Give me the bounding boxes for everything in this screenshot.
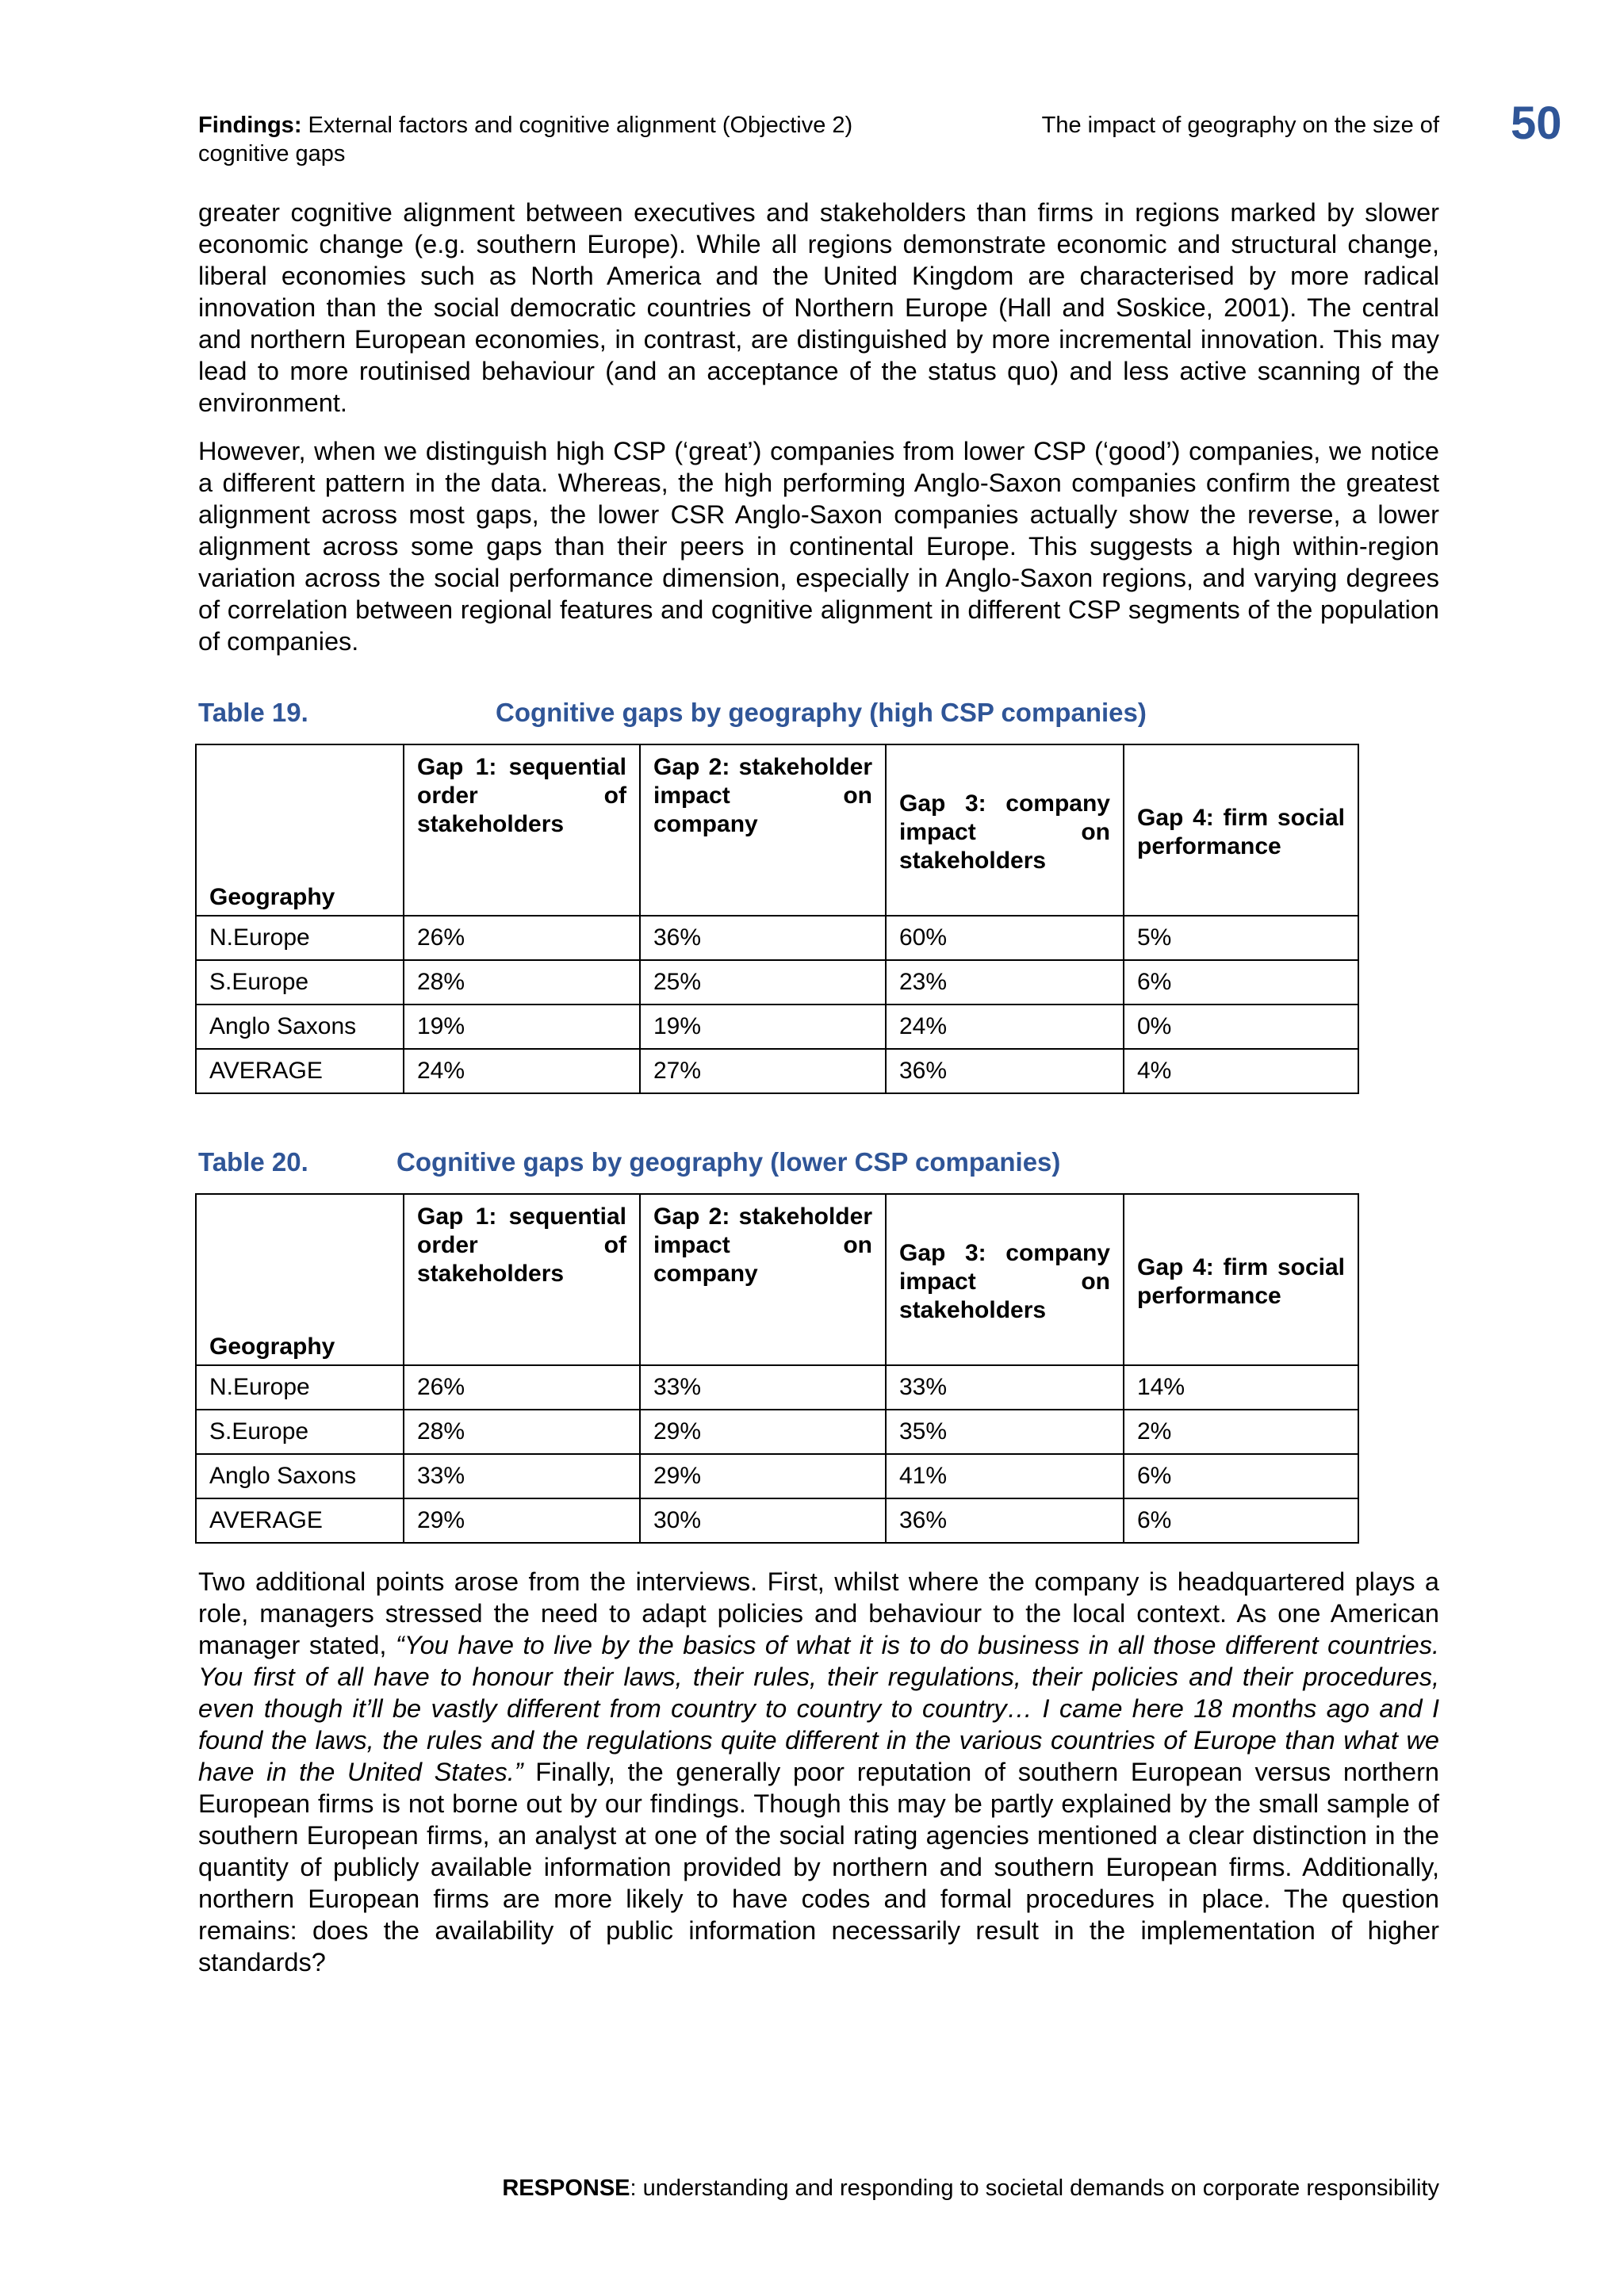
- table-cell: AVERAGE: [196, 1049, 404, 1093]
- column-header-gap-4: [1124, 1194, 1358, 1365]
- table-20-title: Cognitive gaps by geography (lower CSP companies): [396, 1147, 1061, 1177]
- header-section-continued: cognitive gaps: [198, 141, 346, 166]
- table-cell: 6%: [1124, 1454, 1358, 1498]
- footer-text: : understanding and responding to societal demands on corporate responsibility: [630, 2175, 1439, 2201]
- column-header-geography: Geography: [196, 744, 404, 916]
- table-cell: 25%: [640, 960, 886, 1004]
- column-header-gap-3: [886, 744, 1124, 916]
- table-cell: 60%: [886, 916, 1124, 960]
- table-cell: 28%: [404, 1410, 640, 1454]
- table-cell: S.Europe: [196, 960, 404, 1004]
- table-cell: 14%: [1124, 1365, 1358, 1410]
- table-cell: 5%: [1124, 916, 1358, 960]
- table-cell: 36%: [886, 1498, 1124, 1543]
- table-cell: 28%: [404, 960, 640, 1004]
- header-section-label: Findings:: [198, 113, 302, 138]
- column-header-gap-4-text: Gap 4: firm social performance: [1137, 805, 1345, 859]
- column-header-gap-2-text: Gap 2: stakeholder impact on company: [653, 754, 872, 837]
- table-cell: S.Europe: [196, 1410, 404, 1454]
- table-cell: 0%: [1124, 1004, 1358, 1049]
- running-footer: [198, 2175, 1439, 2202]
- table-row: [196, 1498, 1358, 1543]
- table-cell: N.Europe: [196, 1365, 404, 1410]
- column-header-geography: Geography: [196, 1194, 404, 1365]
- table-header-row: [196, 744, 1358, 916]
- table-row: [196, 1454, 1358, 1498]
- column-header-gap-3: [886, 1194, 1124, 1365]
- table-cell: 33%: [886, 1365, 1124, 1410]
- table-cell: 19%: [404, 1004, 640, 1049]
- table-19-label: Table 19.: [198, 698, 308, 727]
- column-header-gap-1: [404, 1194, 640, 1365]
- table-cell: 33%: [404, 1454, 640, 1498]
- table-cell: AVERAGE: [196, 1498, 404, 1543]
- table-cell: 30%: [640, 1498, 886, 1543]
- column-header-gap-1-text: Gap 1: sequential order of stakeholders: [417, 754, 626, 837]
- table-cell: 24%: [886, 1004, 1124, 1049]
- column-header-gap-1-text: Gap 1: sequential order of stakeholders: [417, 1203, 626, 1287]
- table-cell: 29%: [404, 1498, 640, 1543]
- table-cell: 19%: [640, 1004, 886, 1049]
- table-cell: 6%: [1124, 1498, 1358, 1543]
- column-header-gap-1: [404, 744, 640, 916]
- table-cell: 24%: [404, 1049, 640, 1093]
- table-cell: 26%: [404, 916, 640, 960]
- table-cell: 29%: [640, 1410, 886, 1454]
- table-cell: 23%: [886, 960, 1124, 1004]
- table-row: [196, 1410, 1358, 1454]
- column-header-gap-3-text: Gap 3: company impact on stakeholders: [899, 790, 1110, 874]
- table-20-label: Table 20.: [198, 1147, 308, 1177]
- table-cell: 33%: [640, 1365, 886, 1410]
- table-cell: 36%: [886, 1049, 1124, 1093]
- table-19: [195, 744, 1359, 1094]
- table-row: [196, 916, 1358, 960]
- column-header-gap-2: [640, 1194, 886, 1365]
- table-20: [195, 1193, 1359, 1544]
- header-right-title: The impact of geography on the size of: [1041, 113, 1439, 138]
- table-cell: 29%: [640, 1454, 886, 1498]
- table-cell: N.Europe: [196, 916, 404, 960]
- table-row: [196, 1004, 1358, 1049]
- column-header-gap-2-text: Gap 2: stakeholder impact on company: [653, 1203, 872, 1287]
- table-cell: 26%: [404, 1365, 640, 1410]
- header-section-text: External factors and cognitive alignment (Objective 2): [301, 113, 853, 138]
- body-paragraph-1: greater cognitive alignment between executives and stakeholders than firms in regions marked by slower economic change (e.g. southern Europe). While all regions demonstrate economic and structural change, liberal economies such as North America and the United Kingdom are characterised by more radical innovation than the social democratic countries of Northern Europe (Hall and Soskice, 2001). The central and northern European economies, in contrast, are distinguished by more incremental innovation. This may lead to more routinised behaviour (and an acceptance of the status quo) and less active scanning of the environment.: [198, 198, 1439, 417]
- table-19-title: Cognitive gaps by geography (high CSP companies): [496, 698, 1147, 727]
- table-header-row: [196, 1194, 1358, 1365]
- column-header-gap-4: [1124, 744, 1358, 916]
- table-cell: 27%: [640, 1049, 886, 1093]
- body-paragraph-2: However, when we distinguish high CSP (‘great’) companies from lower CSP (‘good’) companies, we notice a different pattern in the data. Whereas, the high performing Anglo-Saxon companies confirm the greatest alignment across most gaps, the lower CSR Anglo-Saxon companies actually show the reverse, a lower alignment across some gaps than their peers in continental Europe. This suggests a high within-region variation across the social performance dimension, especially in Anglo-Saxon regions, and varying degrees of correlation between regional features and cognitive alignment in different CSP segments of the population of companies.: [198, 437, 1439, 656]
- table-row: [196, 1049, 1358, 1093]
- column-header-gap-3-text: Gap 3: company impact on stakeholders: [899, 1240, 1110, 1323]
- table-row: [196, 1365, 1358, 1410]
- table-20-caption: [198, 1147, 1061, 1177]
- table-cell: 36%: [640, 916, 886, 960]
- table-row: [196, 960, 1358, 1004]
- footer-project-name: RESPONSE: [502, 2175, 630, 2201]
- column-header-gap-4-text: Gap 4: firm social performance: [1137, 1254, 1345, 1309]
- page-number: 50: [1511, 98, 1562, 149]
- table-19-caption: [198, 698, 1147, 728]
- manager-quote: “You have to live by the basics of what it is to do business in all those different countries. You first of all have to honour their laws, their rules, their regulations, their policies and their procedures, even though it’ll be vastly different from country to country to country… I came here 18 months ago and I found the laws, the rules and the regulations quite different in the various countries of Europe than what we have in the United States.”: [198, 1631, 1439, 1786]
- column-header-gap-2: [640, 744, 886, 916]
- table-cell: 6%: [1124, 960, 1358, 1004]
- paragraph-3-intro: Two additional points arose from the interviews. First, whilst where the company is headquartered plays a role, managers stressed the need to adapt policies and behaviour to the local context. As one American manager stated,: [198, 1567, 1439, 1659]
- table-cell: Anglo Saxons: [196, 1454, 404, 1498]
- table-cell: 2%: [1124, 1410, 1358, 1454]
- table-cell: 41%: [886, 1454, 1124, 1498]
- table-cell: Anglo Saxons: [196, 1004, 404, 1049]
- paragraph-3-rest: Finally, the generally poor reputation of southern European versus northern European firms is not borne out by our findings. Though this may be partly explained by the small sample of southern European firms, an analyst at one of the social rating agencies mentioned a clear distinction in the quantity of publicly available information provided by northern and southern European firms. Additionally, northern European firms are more likely to have codes and formal procedures in place. The question remains: does the availability of public information necessarily result in the implementation of higher standards?: [198, 1758, 1439, 1976]
- running-header: [198, 111, 1439, 168]
- body-paragraph-3: [198, 1566, 1439, 1978]
- table-cell: 35%: [886, 1410, 1124, 1454]
- table-cell: 4%: [1124, 1049, 1358, 1093]
